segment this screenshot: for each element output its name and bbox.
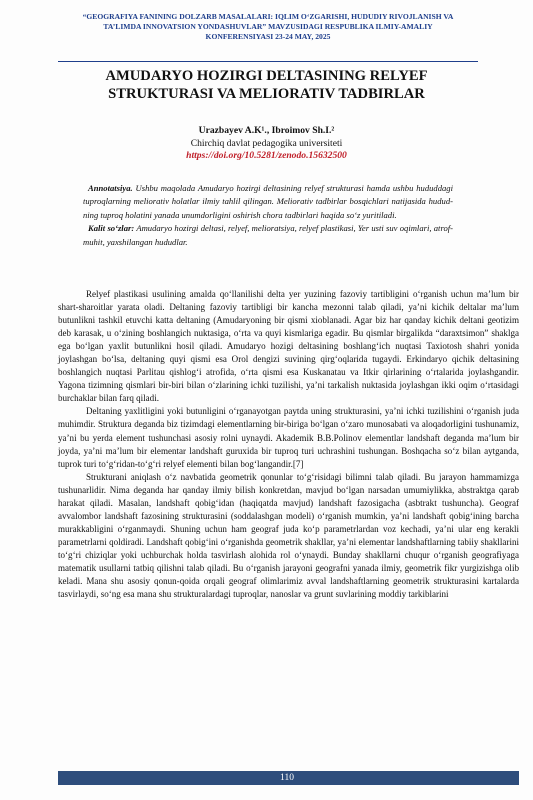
conference-header-line-3: KONFERENSIYASI 23-24 MAY, 2025 [205, 32, 331, 41]
doi-link[interactable]: https://doi.org/10.5281/zenodo.15632500 [186, 150, 347, 161]
header-divider [58, 61, 478, 62]
body-paragraph-2: Deltaning yaxlitligini yoki butunligini o‘rganayotgan paytda uning strukturasini, ya’ni ichki tuzilishini o‘rganish juda muhimdir. Struktura deganda biz tizimdagi elementlarning bir-biriga bo‘lgan o‘zaro munosabati va aloqadorligini tushunamiz, ya’ni bu yerda element tushunchasi asosiy rolni uynaydi. Akademik B.B.Polinov elementlar landshaft deganda ma’lum bir joyda, ya’ni ma’lum bir elementar landshaft guruxida bir tuproq turi uchrashini tushungan. Boshqacha so‘z bilan aytganda, tuprok turi to‘g‘ridan-to‘g‘ri relyef elementi bilan bog‘langandir.[7] [58, 406, 519, 469]
body-paragraph-1: Relyef plastikasi usulining amalda qo‘llanilishi delta yer yuzining fazoviy tartibligini o‘rganish uchun ma’lum bir shart-sharoitlar yarata oladi. Deltaning fazoviy tartibligi bir kancha mezonni talab qiladi, ya’ni kichik deltalar ma’lum butunlikni tashkil etuvchi katta deltaning (Amudaryoning bir qismi xioblanadi. Agar biz har qanday kichik deltani geotizim deb karasak, u o‘zining boshlangich nuktasiga, o‘rta va quyi kismlariga egadir. Bu qismlar birgalikda “daraxtsimon” shaklga ega bo‘lgan yaxlit butunlikni hosil qiladi. Amudaryo hozigi deltasining boshlang‘ich nuqtasi Taxiotosh shahri yonida joylashgan bo‘lsa, deltaning quyi qismi esa Orol dengizi suvining qirg‘oqlarida tugaydi. Erkindaryo qichik deltasining boshlangich nuqtasi Parlitau qishlog‘i atrofida, o‘rta qismi esa Kuskanatau va Itkir qirlarining o‘rtalarida joylashgandir. Yagona tizimning qismlari bir-biri bilan o‘zlarining ichki tuzilishi, ya’ni tarkalish nuktasida joylashgan ikki oqim o‘rtasidagi burchaklar bilan farq qiladi. [58, 289, 519, 404]
article-body [58, 288, 519, 601]
conference-header-line-1: “GEOGRAFIYA FANINING DOLZARB MASALALARI: IQLIM O‘ZGARISHI, HUDUDIY RIVOJLANISH VA [82, 12, 454, 21]
abstract-label: Annotatsiya. [88, 183, 133, 193]
keywords-text: Amudaryo hozirgi deltasi, relyef, melioratsiya, relyef plastikasi, Yer usti suv oqimlari, atrof-muhit, yaxshilangan hududlar. [83, 223, 454, 247]
body-paragraph-3: Strukturani aniqlash o‘z navbatida geometrik qonunlar to‘g‘risidagi bilimni talab qiladi. Bu jarayon hammamizga tushunarlidir. Nima deganda har qanday ilmiy bilish konkretdan, mavjud bo‘lgan narsadan umumiylikka, abstraktga qarab harakat qiladi. Masalan, landshaft qobig‘idan (haqiqatda mavjud) landshaft fazosigacha (asbtrakt tushuncha). Geograf avvalombor landshaft fazosining strukturasini (soddalashgan modeli) o‘rganish mumkin, ya’ni landshaft qobig‘ining barcha murakkabligini o‘rganmaydi. Shuning uchun ham geograf juda ko‘p parametrlardan voz kechadi, ya’ni ular eng kerakli parametrlarni qoldiradi. Landshaft qobig‘ini o‘rganishda geometrik shakllar, ya’ni elementar landshaftlarning tabiiy shakllarini to‘g‘ri chiziqlar yoki uchburchak holda tasvirlash alohida rol o‘ynaydi. Bunday shakllarni chuqur o‘rganish geografiyaga matematik usullarni tatbiq qilishni talab qiladi. Bu o‘rganish jarayoni geografni yanada ilmiy, geometrik fikr yurgizishga olib keladi. Mana shu asosiy qonun-qoida orqali geograf olimlarimiz avval landshaftlarning geometrik strukturasini kartalarda tasvirlaydi, so‘ng esa mana shu strukturalardagi tuproqlar, nanoslar va grunt suvlarining moddiy tarkiblarini [58, 471, 519, 600]
author-names: Urazbayev A.K¹., Ibroimov Sh.I.² [198, 125, 335, 136]
keywords-paragraph [83, 222, 453, 249]
page-number: 110 [280, 773, 294, 783]
conference-header [58, 12, 478, 42]
article-title-line-1: AMUDARYO HOZIRGI DELTASINING RELYEF [105, 68, 428, 84]
abstract-paragraph [83, 182, 453, 222]
abstract-block [83, 182, 453, 249]
abstract-text: Ushbu maqolada Amudaryo hozirgi deltasining relyef strukturasi hamda ushbu hududdagi tuproqlarning meliorativ holatlar ilmiy tahlil qilingan. Meliorativ tadbirlar bosqichlari natijasida hududning tuproq holatini yanada unumdorligini oshirish chora tadbirlari haqida so‘z yuritiladi. [83, 183, 453, 220]
author-affiliation: Chirchiq davlat pedagogika universiteti [190, 137, 343, 149]
keywords-label: Kalit so‘zlar: [88, 223, 135, 234]
article-title [40, 67, 493, 103]
conference-header-line-2: TA’LIMDA INNOVATSION YONDASHUVLAR” MAVZUSIDAGI RESPUBLIKA ILMIY-AMALIY [103, 22, 433, 31]
author-block [40, 125, 493, 163]
article-title-line-2: STRUKTURASI VA MELIORATIV TADBIRLAR [108, 86, 425, 102]
